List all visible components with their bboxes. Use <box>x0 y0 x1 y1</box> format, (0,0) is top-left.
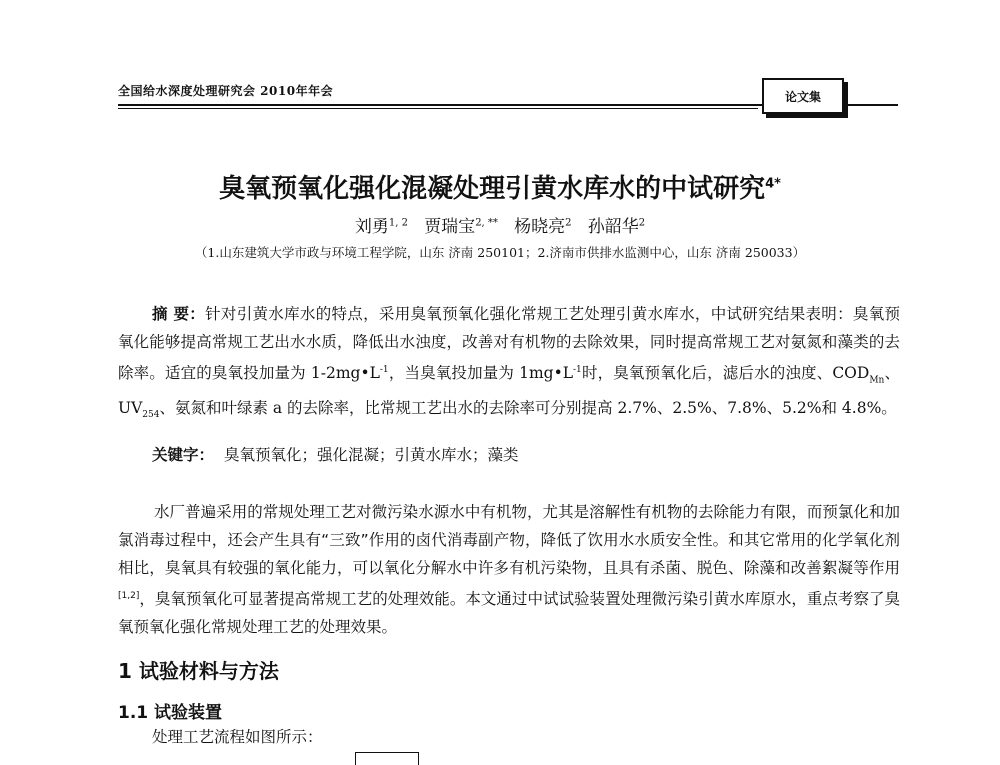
citation[interactable]: [1,2] <box>118 591 140 601</box>
author-name: 孙韶华 <box>587 217 639 237</box>
author-name: 刘勇 <box>354 217 389 237</box>
intro-text: 水厂普遍采用的常规处理工艺对微污染水源水中有机物，尤其是溶解性有机物的去除能力有限，而预氯化和加氯消毒过程中，还会产生具有“三致”作用的卤代消毒副产物，降低了饮用水水质安全性。和其它常用的化学氧化剂相比，臭氧具有较强的氧化能力，可以氧化分解水中许多有机污染物，且具有杀菌、脱色、除藻和改善絮凝等作用 <box>118 503 900 577</box>
title-note: 4* <box>765 176 781 192</box>
affiliations: （1.山东建筑大学市政与环境工程学院，山东 济南 250101；2.济南市供排水监测中心，山东 济南 250033） <box>194 245 806 260</box>
abstract-text: 针对引黄水库水的特点，采用臭氧预氧化强化常规工艺处理引黄水库水，中试研究结果表明：臭氧预氧化能够提高常规工艺出水水质，降低出水浊度，改善对有机物的去除效果，同时提高常规工艺对氨氮和藻类的去除率。适宜的臭氧投加量为 1-2mg•L <box>118 305 900 383</box>
author-list <box>0 212 1000 237</box>
paper-title <box>0 168 1000 205</box>
subsection-heading: 1.1 试验装置 <box>118 703 223 723</box>
abstract-sup: -1 <box>379 365 389 375</box>
intro-paragraph <box>118 498 900 641</box>
author-name: 杨晓亮 <box>514 217 566 237</box>
author-aff: 2 <box>638 217 646 229</box>
keywords-label: 关键字： <box>152 445 215 464</box>
author-aff: 2, ** <box>475 217 498 229</box>
running-header: 全国给水深度处理研究会 2010年年会 <box>118 84 334 98</box>
abstract <box>118 300 900 429</box>
paper-title-text: 臭氧预氧化强化混凝处理引黄水库水的中试研究 <box>219 174 766 204</box>
abstract-text: 、氨氮和叶绿素 a 的去除率，比常规工艺出水的去除率可分别提高 2.7%、2.5%、7.8%、5.2%和 4.8%。 <box>159 399 897 418</box>
abstract-sub: 254 <box>142 410 160 421</box>
intro-text: ，臭氧预氧化可显著提高常规工艺的处理效能。本文通过中试试验装置处理微污染引黄水库原水，重点考察了臭氧预氧化强化常规处理工艺的处理效果。 <box>118 590 900 637</box>
section-heading: 1 试验材料与方法 <box>118 659 279 683</box>
abstract-sup: -1 <box>573 365 582 375</box>
author-aff: 2 <box>565 217 572 229</box>
abstract-sub: Mn <box>869 375 885 386</box>
author-aff: 1, 2 <box>388 217 408 229</box>
abstract-text: ，当臭氧投加量为 1mg•L <box>388 364 574 383</box>
abstract-text: 、UV <box>118 364 900 418</box>
author-name: 贾瑞宝 <box>424 217 476 237</box>
abstract-label: 摘 要： <box>152 304 206 323</box>
figure-box-edge <box>355 752 419 765</box>
section-tag: 论文集 <box>762 78 844 114</box>
header-rule-thin <box>118 108 758 109</box>
subsection-text: 处理工艺流程如图所示： <box>152 728 323 746</box>
abstract-text: 时，臭氧预氧化后，滤后水的浊度、COD <box>581 364 870 383</box>
keywords-text: 臭氧预氧化；强化混凝；引黄水库水；藻类 <box>224 446 519 464</box>
keywords <box>152 443 519 465</box>
